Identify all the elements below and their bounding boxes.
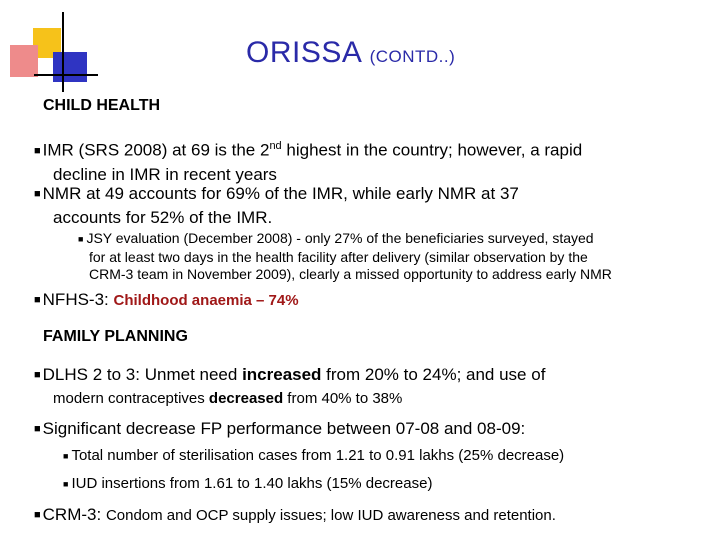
jsy-subbullet: [78, 230, 686, 283]
family-planning-heading: FAMILY PLANNING: [43, 328, 188, 345]
dlhs-increased: increased: [242, 365, 322, 384]
crm-text: Condom and OCP supply issues; low IUD awareness and retention.: [105, 507, 556, 524]
dlhs-text-3: from 20% to 24%; and use of: [321, 365, 546, 384]
nmr-text-1: NMR at 49 accounts for 69% of the IMR, while early NMR at 37: [42, 184, 519, 203]
square-bullet-icon: ■: [78, 234, 84, 244]
square-bullet-icon: ■: [34, 369, 41, 381]
crm-bullet: [34, 504, 686, 528]
vertical-line-decoration: [62, 12, 64, 92]
jsy-text-1: JSY evaluation (December 2008) - only 27% of the beneficiaries surveyed, stayed: [86, 230, 594, 246]
imr-sup: nd: [269, 140, 282, 152]
sterilisation-subbullet: [63, 447, 693, 466]
square-bullet-icon: ■: [34, 144, 41, 157]
dlhs-decreased: decreased: [208, 390, 284, 407]
dlhs-text-2: Unmet need: [144, 365, 243, 384]
jsy-text-3: CRM-3 team in November 2009), clearly a missed opportunity to address early NMR: [89, 266, 612, 282]
horizontal-line-decoration: [34, 74, 98, 76]
nfhs-bullet: [34, 289, 686, 313]
steril-text: Total number of sterilisation cases from 1.21 to 0.91 lakhs (25% decrease): [71, 447, 565, 464]
dlhs-text-1: DLHS 2 to 3:: [42, 365, 145, 384]
dlhs-text-4: modern contraceptives: [53, 390, 209, 407]
sig-bullet: [34, 418, 686, 442]
nfhs-highlight: Childhood anaemia – 74%: [113, 292, 299, 309]
dlhs-bullet: [34, 364, 686, 409]
slide-title: [246, 36, 455, 70]
red-square-decoration: [10, 45, 38, 77]
iud-text: IUD insertions from 1.61 to 1.40 lakhs (15% decrease): [71, 475, 433, 492]
title-sub: (CONTD..): [369, 47, 456, 66]
square-bullet-icon: ■: [34, 188, 41, 200]
dlhs-text-5: from 40% to 38%: [283, 390, 403, 407]
slide-logo-decoration: [0, 0, 110, 95]
title-main: ORISSA: [246, 36, 361, 69]
imr-text-1: IMR (SRS 2008) at 69 is the 2: [42, 140, 270, 160]
nmr-bullet: [34, 183, 686, 228]
imr-text-3: decline in IMR in recent years: [53, 164, 277, 184]
dlhs-line-2: [34, 388, 686, 409]
imr-text-2: highest in the country; however, a rapid: [281, 140, 583, 160]
child-health-heading: CHILD HEALTH: [43, 97, 161, 114]
square-bullet-icon: ■: [63, 479, 69, 489]
crm-label: CRM-3:: [42, 505, 106, 524]
nfhs-label: NFHS-3:: [42, 290, 114, 309]
iud-subbullet: [63, 475, 693, 494]
imr-bullet: [34, 136, 686, 185]
square-bullet-icon: ■: [34, 509, 41, 521]
square-bullet-icon: ■: [63, 451, 69, 461]
sig-text: Significant decrease FP performance between 07-08 and 08-09:: [42, 419, 526, 438]
square-bullet-icon: ■: [34, 423, 41, 435]
nmr-text-2: accounts for 52% of the IMR.: [53, 208, 273, 227]
jsy-text-2: for at least two days in the health facility after delivery (similar observation by the: [89, 249, 588, 265]
blue-square-decoration: [53, 52, 87, 82]
square-bullet-icon: ■: [34, 294, 41, 306]
